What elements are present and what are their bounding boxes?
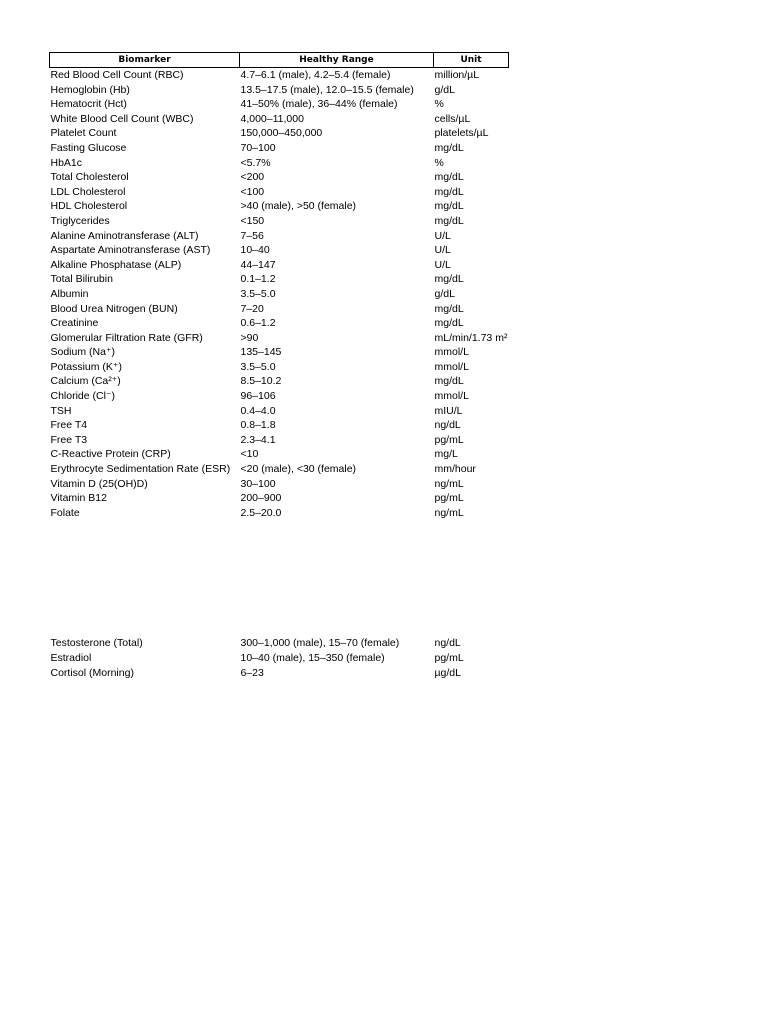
biomarker-cell: Sodium (Na⁺) [50,346,115,359]
table-row [50,404,509,419]
biomarker-cell: Free T3 [50,433,88,446]
biomarker-cell: LDL Cholesterol [50,185,126,198]
biomarker-cell: Platelet Count [50,127,117,140]
biomarker-cell: Hemoglobin (Hb) [50,83,130,96]
healthy-range-cell: 13.5–17.5 (male), 12.0–15.5 (female) [240,83,414,96]
unit-cell: mg/dL [434,200,464,213]
healthy-range-cell: >40 (male), >50 (female) [240,200,357,213]
biomarker-cell: Estradiol [50,652,92,664]
table-row [50,272,509,287]
unit-cell: pg/mL [434,433,464,446]
unit-cell: mm/hour [434,463,476,476]
table-row [50,112,509,127]
biomarker-cell: Calcium (Ca²⁺) [50,375,121,388]
biomarker-cell: TSH [50,404,72,417]
biomarker-cell: Vitamin D (25(OH)D) [50,477,148,490]
table-row [50,433,509,448]
biomarker-cell: Testosterone (Total) [50,637,143,650]
biomarker-cell: Creatinine [50,317,99,330]
biomarker-cell: Red Blood Cell Count (RBC) [50,69,184,81]
header-unit: Unit [434,53,509,68]
table-row [50,229,509,244]
biomarker-cell: C-Reactive Protein (CRP) [50,448,171,461]
unit-cell: mIU/L [434,404,463,417]
table-row [50,506,509,521]
unit-cell: pg/mL [434,492,464,505]
unit-cell: mmol/L [434,360,469,373]
biomarker-cell: Glomerular Filtration Rate (GFR) [50,331,203,344]
unit-cell: g/dL [434,287,455,300]
unit-cell: % [434,156,444,169]
healthy-range-cell: 0.4–4.0 [240,404,276,417]
unit-cell: mL/min/1.73 m² [434,331,508,344]
biomarker-cell: HDL Cholesterol [50,200,128,213]
biomarker-cell: Blood Urea Nitrogen (BUN) [50,302,178,315]
table-row [50,83,509,98]
unit-cell: mg/dL [434,375,464,388]
biomarker-cell: Erythrocyte Sedimentation Rate (ESR) [50,463,231,476]
healthy-range-cell: 3.5–5.0 [240,287,276,300]
biomarker-cell: Hematocrit (Hct) [50,98,127,111]
header-biomarker: Biomarker [50,53,240,68]
healthy-range-cell: <100 [240,185,265,198]
table-body [50,68,509,681]
table-row [50,491,509,506]
biomarker-cell: White Blood Cell Count (WBC) [50,112,194,125]
unit-cell: mg/dL [434,185,464,198]
unit-cell: ng/dL [434,637,461,650]
biomarker-cell: Free T4 [50,419,88,432]
table-row [50,447,509,462]
unit-cell: ng/mL [434,477,464,490]
table-row [50,345,509,360]
table-row [50,185,509,200]
healthy-range-cell: 7–56 [240,229,264,242]
unit-cell: U/L [434,244,451,257]
healthy-range-cell: 41–50% (male), 36–44% (female) [240,98,398,111]
table-row [50,68,509,83]
biomarker-cell: Vitamin B12 [50,492,107,505]
table-row [50,666,509,681]
biomarker-cell: HbA1c [50,156,83,169]
healthy-range-cell: 0.8–1.8 [240,419,276,432]
biomarker-cell: Folate [50,506,80,519]
biomarker-cell: Total Cholesterol [50,171,129,184]
table-row [50,258,509,273]
healthy-range-cell: 10–40 (male), 15–350 (female) [240,652,385,664]
unit-cell: mg/dL [434,273,464,286]
blank-spacer-row [50,520,509,636]
biomarker-cell: Triglycerides [50,214,110,227]
table-row [50,374,509,389]
unit-cell: mg/dL [434,141,464,154]
unit-cell: mmol/L [434,346,469,359]
table-row [50,360,509,375]
unit-cell: ng/mL [434,506,464,519]
table-row [50,287,509,302]
healthy-range-cell: >90 [240,331,259,344]
unit-cell: cells/µL [434,112,471,125]
biomarker-cell: Alanine Aminotransferase (ALT) [50,229,199,242]
unit-cell: ng/dL [434,419,461,432]
table-row [50,331,509,346]
healthy-range-cell: 3.5–5.0 [240,360,276,373]
table-row [50,316,509,331]
healthy-range-cell: 10–40 [240,244,270,257]
biomarker-table [49,52,509,680]
healthy-range-cell: 44–147 [240,258,276,271]
table-row [50,636,509,651]
unit-cell: U/L [434,229,451,242]
table-row [50,418,509,433]
table-row [50,126,509,141]
table-header [50,53,509,68]
biomarker-cell: Total Bilirubin [50,273,113,286]
blank-spacer-cell [50,520,509,636]
header-healthy-range: Healthy Range [240,53,434,68]
table-row [50,651,509,666]
unit-cell: pg/mL [434,652,464,664]
table-row [50,462,509,477]
unit-cell: platelets/µL [434,127,489,140]
biomarker-cell: Albumin [50,287,89,300]
table-row [50,477,509,492]
biomarker-cell: Cortisol (Morning) [50,666,134,679]
biomarker-cell: Aspartate Aminotransferase (AST) [50,244,211,257]
biomarker-sheet [49,52,509,680]
healthy-range-cell: 8.5–10.2 [240,375,282,388]
healthy-range-cell: 2.3–4.1 [240,433,276,446]
healthy-range-cell: 135–145 [240,346,282,359]
healthy-range-cell: 300–1,000 (male), 15–70 (female) [240,637,400,650]
biomarker-cell: Alkaline Phosphatase (ALP) [50,258,182,271]
healthy-range-cell: 30–100 [240,477,276,490]
table-row [50,141,509,156]
biomarker-cell: Chloride (Cl⁻) [50,390,115,403]
table-row [50,170,509,185]
header-row [50,53,509,68]
healthy-range-cell: 0.6–1.2 [240,317,276,330]
biomarker-cell: Fasting Glucose [50,141,127,154]
unit-cell: mmol/L [434,390,469,403]
healthy-range-cell: 0.1–1.2 [240,273,276,286]
unit-cell: mg/L [434,448,458,461]
healthy-range-cell: <150 [240,214,265,227]
unit-cell: g/dL [434,83,455,96]
healthy-range-cell: <10 [240,448,259,461]
healthy-range-cell: 200–900 [240,492,282,505]
unit-cell: U/L [434,258,451,271]
unit-cell: mg/dL [434,214,464,227]
healthy-range-cell: 4,000–11,000 [240,112,304,125]
healthy-range-cell: 6–23 [240,666,264,679]
healthy-range-cell: <20 (male), <30 (female) [240,463,357,476]
unit-cell: mg/dL [434,302,464,315]
table-row [50,199,509,214]
healthy-range-cell: 4.7–6.1 (male), 4.2–5.4 (female) [240,69,391,81]
table-row [50,389,509,404]
unit-cell: mg/dL [434,171,464,184]
healthy-range-cell: 96–106 [240,390,276,403]
table-row [50,97,509,112]
healthy-range-cell: 70–100 [240,141,276,154]
unit-cell: % [434,98,444,111]
healthy-range-cell: 150,000–450,000 [240,127,323,140]
healthy-range-cell: <200 [240,171,265,184]
healthy-range-cell: 7–20 [240,302,264,315]
biomarker-cell: Potassium (K⁺) [50,360,122,373]
table-row [50,302,509,317]
unit-cell: µg/dL [434,666,461,679]
healthy-range-cell: <5.7% [240,156,271,169]
table-row [50,214,509,229]
table-row [50,156,509,171]
unit-cell: million/µL [434,69,480,81]
unit-cell: mg/dL [434,317,464,330]
table-row [50,243,509,258]
healthy-range-cell: 2.5–20.0 [240,506,282,519]
